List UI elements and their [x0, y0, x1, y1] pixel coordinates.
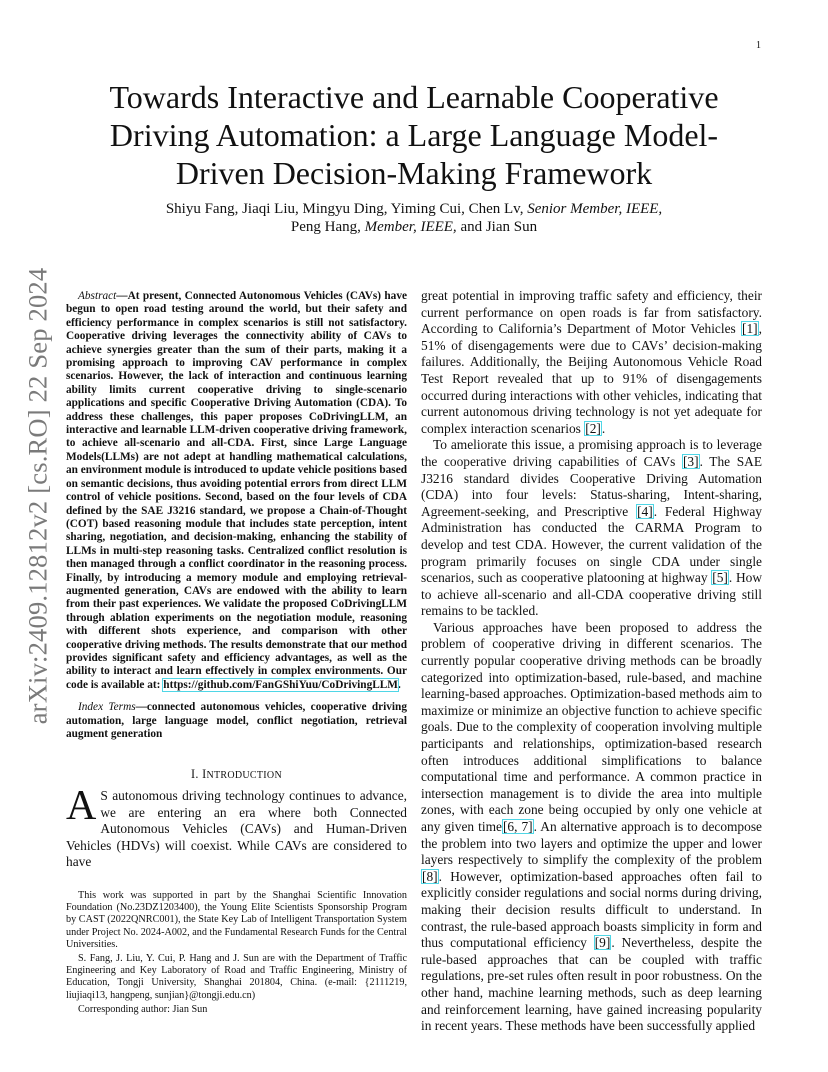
citation-link[interactable]: [8] — [422, 868, 438, 884]
body-paragraph — [421, 620, 762, 1035]
page-number: 1 — [756, 40, 761, 51]
footnote-funding: This work was supported in part by the Shanghai Scientific Innovation Foundation (No.23DZ1203400), the Young Elite Scientists Sponsorship Program by CAST (2022QNRC001), the State Key Lab of Intelligent Transportation System under Project No. 2024-A002, and the Fundamental Research Funds for the Central Universities. — [66, 890, 407, 950]
section-heading — [66, 767, 407, 782]
text-run: . The SAE J3216 standard divides Cooperative Driving Automation (CDA) into four levels: Status-sharing, Intent-sharing, Agreement-seeking, and Prescriptive — [421, 453, 763, 519]
text-run: . — [601, 420, 606, 436]
code-link[interactable]: https://github.com/FanGShiYuu/CoDrivingLLM — [163, 678, 398, 691]
right-column — [421, 288, 762, 1035]
authors-line1-membership: Senior Member, IEEE, — [527, 201, 663, 217]
body-paragraph — [421, 288, 762, 437]
author-line-1 — [84, 200, 744, 218]
citation-link[interactable]: [9] — [594, 935, 611, 951]
text-run: . Federal Highway Administration has conducted the CARMA Program to develop and test CDA. However, the current validation of the program primarily focuses on single CDA under single scenarios, such as cooperative platooning at highway — [421, 503, 762, 586]
section-title-initial: I — [202, 767, 207, 782]
text-run: great potential in improving traffic safety and efficiency, their current performance on open roads is far from satisfactory. According to California’s Department of Motor Vehicles — [421, 288, 762, 337]
index-terms — [66, 701, 407, 741]
author-line-2 — [84, 218, 744, 236]
authors-line2-membership: Member, IEEE, — [364, 219, 457, 235]
footnote-affiliations: S. Fang, J. Liu, Y. Cui, P. Hang and J. Sun are with the Department of Traffic Engineering and Key Laboratory of Road and Traffic Engineering, Ministry of Education, Tongji University, Shanghai 201804, China. (e-mail: {2111219, liujiaqi13, hangpeng, sunjian}@tongji.edu.cn) — [66, 953, 407, 1001]
paper-title: Towards Interactive and Learnable Cooperative Driving Automation: a Large Language Model-Driven Decision-Making Framework — [109, 79, 719, 191]
footnotes — [66, 890, 407, 1016]
left-column — [66, 290, 407, 871]
authors-line2-rest: and Jian Sun — [460, 219, 538, 235]
citation-link[interactable]: [6, 7] — [502, 819, 533, 834]
intro-text: S autonomous driving technology continues to advance, we are entering an era where both Connected Autonomous Vehicles (CAVs) and Human-Driven Vehicles (HDVs) will coexist. While CAVs are considered to have — [66, 788, 407, 870]
authors-line1-names: Shiyu Fang, Jiaqi Liu, Mingyu Ding, Yiming Cui, Chen Lv, — [165, 201, 524, 217]
section-title-rest: NTRODUCTION — [206, 770, 282, 782]
citation-link[interactable]: [3] — [682, 453, 699, 469]
drop-cap: A — [66, 783, 97, 830]
authors-line2-name: Peng Hang, — [290, 219, 361, 235]
author-list — [84, 200, 744, 236]
abstract-label: Abstract — [78, 290, 117, 302]
body-paragraph — [421, 437, 762, 620]
citation-link[interactable]: [2] — [585, 420, 601, 436]
abstract-end: . — [397, 678, 401, 691]
abstract-text: —At present, Connected Autonomous Vehicles (CAVs) have begun to open road testing around the world, but their safety and efficiency performance in complex scenarios is still not satisfactory. Cooperative driving leverages the connectivity ability of CAVs to achieve synergies greater than the sum of their parts, making it a promising approach to improving CAV performance in complex scenarios. However, the lack of interaction and continuous learning ability limits current cooperative driving to single-scenario applications and specific Cooperative Driving Automation (CDA). To address these challenges, this paper proposes CoDrivingLLM, an interactive and learnable LLM-driven cooperative driving framework, to achieve all-scenario and all-CDA. First, since Large Language Models(LLMs) are not adept at handling mathematical calculations, an environment module is introduced to update vehicle positions based on semantic decisions, thus avoiding potential errors from direct LLM control of vehicle positions. Second, based on the four levels of CDA defined by the SAE J3216 standard, we propose a Chain-of-Thought (COT) based reasoning module that includes state perception, intent sharing, negotiation, and decision-making, enhancing the stability of LLMs in multi-step reasoning tasks. Centralized conflict resolution is then managed through a conflict coordinator in the reasoning process. Finally, by introducing a memory module and employing retrieval-augmented generation, CAVs are endowed with the ability to learn from their past experiences. We validate the proposed CoDrivingLLM through ablation experiments on the negotiation module, reasoning with different shots experience, and comparison with other cooperative driving methods. The results demonstrate that our method provides significant safety and efficiency advantages, as well as the ability to interact and learn effectively in complex environments. Our code is available at: — [66, 290, 407, 691]
intro-paragraph — [66, 783, 407, 871]
arxiv-stamp — [18, 267, 58, 725]
footnote-corresponding: Corresponding author: Jian Sun — [78, 1003, 208, 1015]
text-run: . However, optimization-based approaches often fail to explicitly consider regulations and social norms during driving, making their decision results difficult to understand. In contrast, the rule-based approach boasts simplicity in form and thus computational efficiency — [421, 868, 762, 951]
text-run: . How to achieve all-scenario and all-CDA cooperative driving still remains to be tackled. — [421, 570, 762, 619]
section-numeral: I. — [191, 767, 199, 782]
text-run: Various approaches have been proposed to address the problem of cooperative driving in different scenarios. The currently popular cooperative driving methods can be broadly categorized into optimization-based, rule-based, and machine learning-based approaches. Optimization-based methods aim to maximize or minimize an objective function to achieve specific goals. Due to the complexity of cooperation involving multiple participants and relationships, optimization-based research often introduces additional simplifications to balance computational time and performance. A common practice in intersection management is to divide the area into multiple zones, with each zone being occupied by only one vehicle at any given time — [421, 619, 762, 834]
text-run: . An alternative approach is to decompose the problem into two layers and optimize the upper and lower layers respectively to simplify the complexity of the problem — [421, 819, 762, 868]
text-run: , 51% of disengagements were due to CAVs’ decision-making failures. Additionally, the Beijing Autonomous Vehicle Road Test Report revealed that up to 91% of disengagements occurred during interactions with other vehicles, indicating that current autonomous driving technology is not yet adequate for complex interaction scenarios — [421, 321, 762, 436]
citation-link[interactable]: [4] — [637, 503, 653, 519]
citation-link[interactable]: [1] — [742, 321, 758, 337]
citation-link[interactable]: [5] — [712, 570, 728, 586]
text-run: . Nevertheless, despite the rule-based approaches that can be coupled with traffic regulations, pre-set rules often result in poor robustness. On the other hand, machine learning methods, such as deep learning and reinforcement learning, have gained increasing popularity in recent years. These methods have been successfully applied — [421, 935, 762, 1034]
arxiv-stamp-text: arXiv:2409.12812v2 [cs.RO] 22 Sep 2024 — [22, 267, 53, 725]
text-run: To ameliorate this issue, a promising approach is to leverage the cooperative driving capabilities of CAVs — [421, 437, 762, 469]
index-terms-label: Index Terms — [78, 701, 136, 714]
abstract — [66, 290, 407, 692]
index-terms-text: —connected autonomous vehicles, cooperative driving automation, large language model, conflict negotiation, retrieval augment generation — [66, 701, 407, 740]
